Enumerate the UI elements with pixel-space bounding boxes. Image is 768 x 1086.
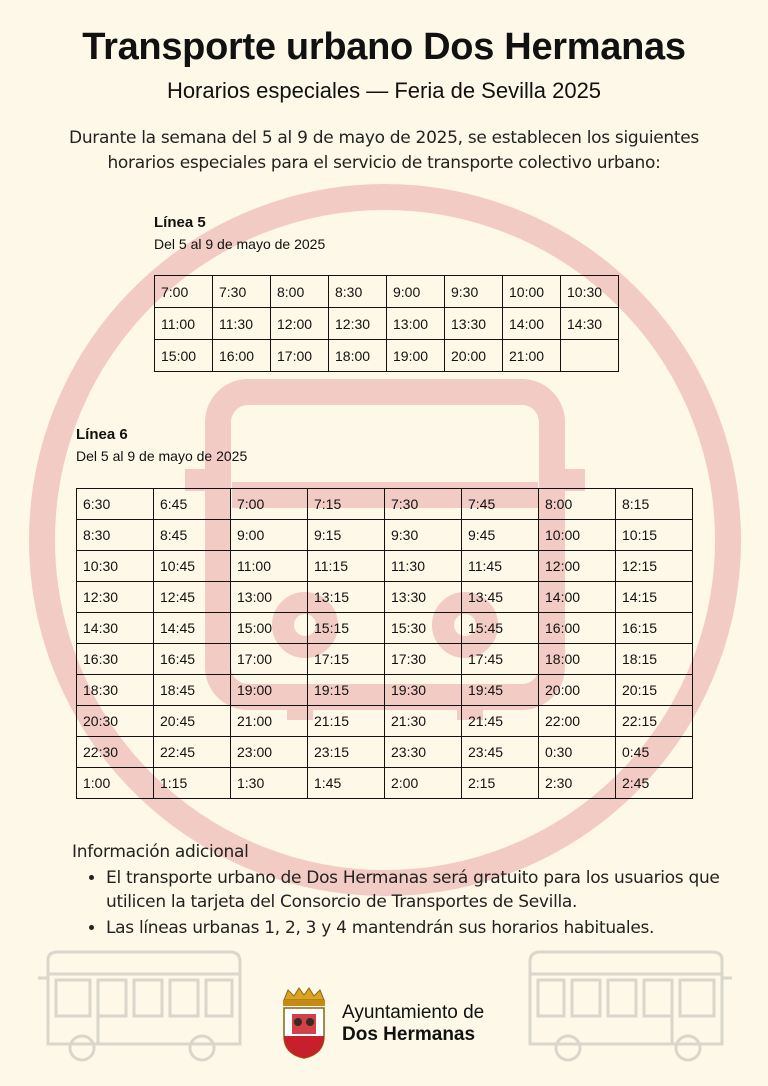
schedule-cell: 0:45: [616, 737, 693, 768]
bus-right-icon: [526, 948, 736, 1066]
schedule-cell: 7:45: [462, 489, 539, 520]
schedule-cell: 1:00: [77, 768, 154, 799]
schedule-cell: 12:30: [77, 582, 154, 613]
info-title: Información adicional: [72, 842, 249, 862]
schedule-cell: 21:00: [503, 340, 561, 372]
schedule-cell: 11:00: [155, 308, 213, 340]
intro-text: Durante la semana del 5 al 9 de mayo de 2025, se establecen los siguientes horarios especiales para el servicio de transporte colectivo urbano:: [69, 128, 699, 173]
schedule-cell: 20:15: [616, 675, 693, 706]
schedule-cell: 11:15: [308, 551, 385, 582]
table-row: [77, 768, 693, 799]
list-item: • Las líneas urbanas 1, 2, 3 y 4 mantendrán sus horarios habituales.: [106, 916, 746, 940]
schedule-cell: 22:15: [616, 706, 693, 737]
schedule-cell: 20:00: [539, 675, 616, 706]
schedule-cell: 11:00: [231, 551, 308, 582]
schedule-cell: 23:30: [385, 737, 462, 768]
table-row: [155, 308, 619, 340]
schedule-cell: 22:30: [77, 737, 154, 768]
schedule-cell: 7:30: [213, 276, 271, 308]
table-row: [77, 582, 693, 613]
schedule-cell: 2:15: [462, 768, 539, 799]
schedule-cell: 9:00: [231, 520, 308, 551]
schedule-cell: 14:00: [503, 308, 561, 340]
schedule-cell: 16:45: [154, 644, 231, 675]
schedule-cell: 20:00: [445, 340, 503, 372]
schedule-cell: 22:00: [539, 706, 616, 737]
schedule-cell: 16:00: [539, 613, 616, 644]
schedule-cell: 14:45: [154, 613, 231, 644]
schedule-cell: 1:15: [154, 768, 231, 799]
footer-institution: [342, 1002, 484, 1046]
schedule-cell: [561, 340, 619, 372]
schedule-cell: 9:00: [387, 276, 445, 308]
schedule-cell: 8:30: [329, 276, 387, 308]
linea5-schedule-table: [154, 275, 619, 372]
schedule-cell: 15:15: [308, 613, 385, 644]
schedule-cell: 6:45: [154, 489, 231, 520]
schedule-cell: 19:15: [308, 675, 385, 706]
schedule-cell: 8:00: [539, 489, 616, 520]
table-row: [155, 276, 619, 308]
linea5-title: Línea 5: [154, 214, 206, 231]
page-subtitle: Horarios especiales — Feria de Sevilla 2025: [166, 78, 602, 103]
schedule-cell: 10:15: [616, 520, 693, 551]
schedule-cell: 2:45: [616, 768, 693, 799]
schedule-cell: 22:45: [154, 737, 231, 768]
schedule-cell: 10:30: [77, 551, 154, 582]
list-item: • El transporte urbano de Dos Hermanas será gratuito para los usuarios que utilicen la tarjeta del Consorcio de Transportes de Sevilla.: [106, 866, 746, 914]
schedule-cell: 2:30: [539, 768, 616, 799]
schedule-cell: 9:45: [462, 520, 539, 551]
schedule-cell: 10:00: [539, 520, 616, 551]
schedule-cell: 13:30: [385, 582, 462, 613]
table-row: [77, 613, 693, 644]
schedule-cell: 10:00: [503, 276, 561, 308]
schedule-cell: 8:45: [154, 520, 231, 551]
schedule-cell: 14:00: [539, 582, 616, 613]
schedule-cell: 13:15: [308, 582, 385, 613]
table-row: [155, 340, 619, 372]
schedule-cell: 16:15: [616, 613, 693, 644]
schedule-cell: 21:15: [308, 706, 385, 737]
schedule-cell: 17:30: [385, 644, 462, 675]
schedule-cell: 14:30: [77, 613, 154, 644]
schedule-cell: 15:30: [385, 613, 462, 644]
schedule-cell: 11:45: [462, 551, 539, 582]
schedule-cell: 8:00: [271, 276, 329, 308]
schedule-cell: 17:15: [308, 644, 385, 675]
schedule-cell: 7:15: [308, 489, 385, 520]
schedule-cell: 14:15: [616, 582, 693, 613]
table-row: [77, 706, 693, 737]
schedule-cell: 8:15: [616, 489, 693, 520]
linea6-title: Línea 6: [76, 426, 128, 443]
coat-of-arms-icon: [278, 986, 330, 1060]
schedule-cell: 21:00: [231, 706, 308, 737]
schedule-cell: 8:30: [77, 520, 154, 551]
schedule-cell: 19:00: [387, 340, 445, 372]
schedule-cell: 16:30: [77, 644, 154, 675]
schedule-cell: 10:30: [561, 276, 619, 308]
footer-line1: Ayuntamiento de: [342, 1002, 485, 1023]
schedule-cell: 23:45: [462, 737, 539, 768]
schedule-cell: 12:45: [154, 582, 231, 613]
schedule-cell: 1:45: [308, 768, 385, 799]
table-row: [77, 551, 693, 582]
schedule-cell: 12:15: [616, 551, 693, 582]
schedule-cell: 19:45: [462, 675, 539, 706]
table-row: [77, 489, 693, 520]
schedule-cell: 15:45: [462, 613, 539, 644]
schedule-cell: 13:30: [445, 308, 503, 340]
table-row: [77, 675, 693, 706]
schedule-cell: 11:30: [213, 308, 271, 340]
schedule-cell: 20:30: [77, 706, 154, 737]
schedule-cell: 18:45: [154, 675, 231, 706]
bus-left-icon: [34, 948, 244, 1066]
info-list: [84, 866, 746, 942]
schedule-cell: 12:00: [539, 551, 616, 582]
schedule-cell: 18:30: [77, 675, 154, 706]
schedule-cell: 14:30: [561, 308, 619, 340]
schedule-cell: 17:45: [462, 644, 539, 675]
schedule-cell: 15:00: [231, 613, 308, 644]
schedule-cell: 0:30: [539, 737, 616, 768]
schedule-cell: 21:45: [462, 706, 539, 737]
schedule-cell: 7:30: [385, 489, 462, 520]
table-row: [77, 644, 693, 675]
schedule-cell: 12:30: [329, 308, 387, 340]
schedule-cell: 21:30: [385, 706, 462, 737]
schedule-cell: 13:00: [231, 582, 308, 613]
schedule-cell: 19:30: [385, 675, 462, 706]
schedule-cell: 9:15: [308, 520, 385, 551]
schedule-cell: 23:15: [308, 737, 385, 768]
linea6-schedule-table: [76, 488, 693, 799]
schedule-cell: 20:45: [154, 706, 231, 737]
schedule-cell: 1:30: [231, 768, 308, 799]
schedule-cell: 16:00: [213, 340, 271, 372]
schedule-cell: 2:00: [385, 768, 462, 799]
schedule-cell: 17:00: [231, 644, 308, 675]
schedule-cell: 17:00: [271, 340, 329, 372]
table-row: [77, 737, 693, 768]
schedule-cell: 18:15: [616, 644, 693, 675]
schedule-cell: 13:00: [387, 308, 445, 340]
footer-line2: Dos Hermanas: [342, 1024, 476, 1045]
schedule-cell: 19:00: [231, 675, 308, 706]
schedule-cell: 15:00: [155, 340, 213, 372]
schedule-cell: 6:30: [77, 489, 154, 520]
schedule-cell: 18:00: [329, 340, 387, 372]
schedule-cell: 13:45: [462, 582, 539, 613]
linea6-dates: Del 5 al 9 de mayo de 2025: [76, 448, 248, 464]
schedule-cell: 11:30: [385, 551, 462, 582]
schedule-cell: 12:00: [271, 308, 329, 340]
schedule-cell: 10:45: [154, 551, 231, 582]
page-title: Transporte urbano Dos Hermanas: [82, 26, 686, 68]
schedule-cell: 9:30: [445, 276, 503, 308]
schedule-cell: 7:00: [231, 489, 308, 520]
table-row: [77, 520, 693, 551]
schedule-cell: 7:00: [155, 276, 213, 308]
schedule-cell: 23:00: [231, 737, 308, 768]
schedule-cell: 9:30: [385, 520, 462, 551]
schedule-cell: 18:00: [539, 644, 616, 675]
linea5-dates: Del 5 al 9 de mayo de 2025: [154, 236, 326, 252]
